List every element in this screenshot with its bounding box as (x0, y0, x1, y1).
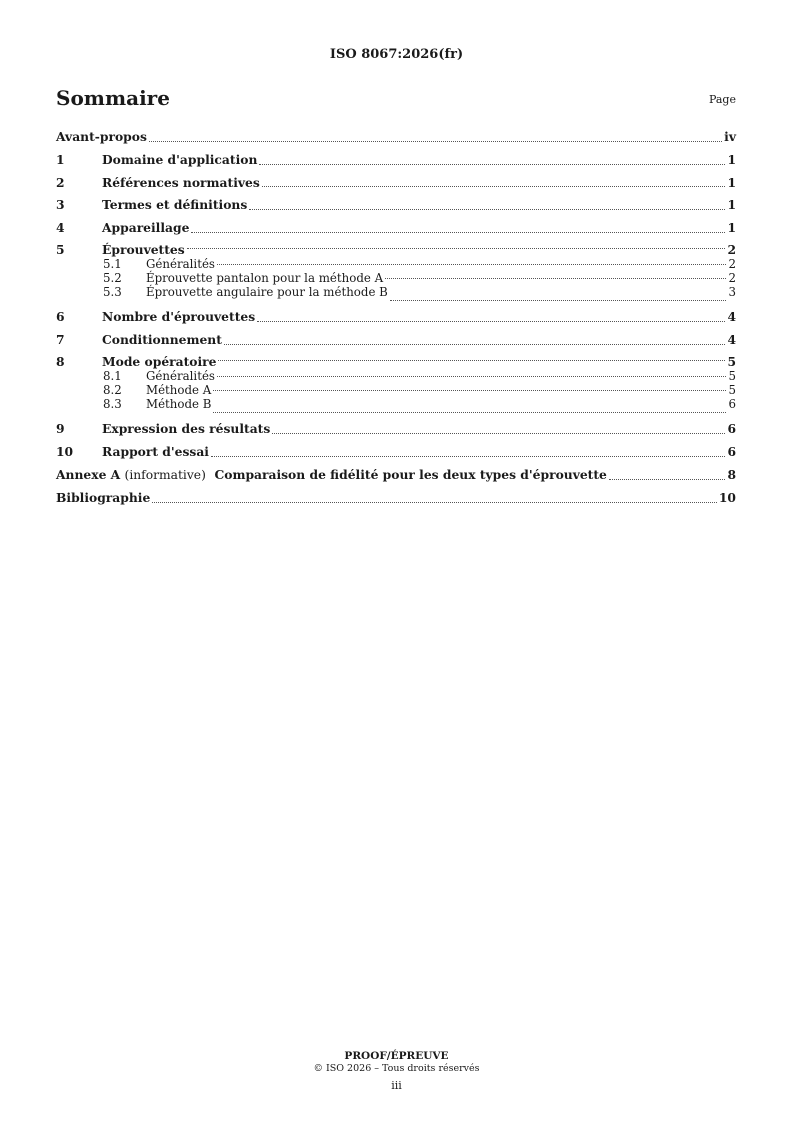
toc-entry-section-2[interactable] (56, 173, 736, 196)
annex-prefix: Annexe A (56, 466, 121, 482)
toc-entry-subsection-8-1[interactable] (56, 369, 736, 383)
subsection-label: Généralités (146, 256, 215, 271)
dot-leader (213, 390, 726, 391)
toc-entry-section-10[interactable] (56, 442, 736, 465)
toc-entry-foreword[interactable] (56, 127, 736, 150)
toc-title: Sommaire (56, 86, 170, 110)
section-page: 1 (727, 151, 736, 167)
dot-leader (259, 164, 725, 165)
section-number: 5 (56, 241, 65, 257)
subsection-page: 3 (728, 285, 736, 300)
dot-leader (152, 502, 717, 503)
subsection-label: Méthode B (146, 397, 212, 412)
subsection-page: 5 (728, 383, 736, 398)
subsection-label: Généralités (146, 368, 215, 383)
subsection-number: 5.1 (103, 256, 122, 271)
dot-leader (213, 412, 726, 413)
subsection-label: Éprouvette angulaire pour la méthode B (146, 285, 388, 300)
subsection-page: 5 (728, 368, 736, 383)
subsection-number: 8.2 (103, 383, 122, 398)
dot-leader (217, 376, 727, 377)
dot-leader (262, 186, 726, 187)
section-label: Conditionnement (102, 332, 222, 348)
section-number: 2 (56, 174, 65, 190)
section-label: Expression des résultats (102, 421, 271, 437)
section-page: 1 (727, 220, 736, 236)
annex-type: (informative) (124, 467, 206, 482)
section-number: 3 (56, 197, 65, 213)
toc-entry-annex-a[interactable] (56, 465, 736, 488)
section-label: Appareillage (102, 220, 190, 236)
page-footer (0, 1050, 793, 1092)
toc-entry-section-6[interactable] (56, 307, 736, 330)
dot-leader (217, 264, 727, 265)
annex-page: 8 (727, 466, 736, 482)
subsection-page: 2 (728, 271, 736, 286)
bibliography-label: Bibliographie (56, 489, 151, 505)
dot-leader (218, 360, 725, 361)
section-number: 6 (56, 309, 65, 325)
subsection-number: 8.1 (103, 368, 122, 383)
bibliography-page: 10 (718, 489, 736, 505)
section-label: Nombre d'éprouvettes (102, 309, 256, 325)
dot-leader (211, 456, 725, 457)
dot-leader (249, 209, 725, 210)
document-id-header: ISO 8067:2026(fr) (329, 47, 464, 62)
toc-entry-subsection-5-3[interactable] (56, 285, 736, 307)
section-label: Références normatives (102, 174, 260, 190)
section-number: 8 (56, 353, 65, 369)
copyright-notice: © ISO 2026 – Tous droits réservés (313, 1063, 480, 1074)
section-number: 4 (56, 220, 65, 236)
toc-entry-page: iv (724, 129, 736, 144)
toc-entry-label: Avant-propos (56, 129, 147, 144)
toc-entry-section-1[interactable] (56, 150, 736, 173)
dot-leader (385, 278, 726, 279)
subsection-number: 5.2 (103, 271, 122, 286)
dot-leader (187, 248, 726, 249)
section-page: 4 (727, 332, 736, 348)
section-page: 1 (727, 174, 736, 190)
page-number: iii (391, 1079, 402, 1092)
section-label: Domaine d'application (102, 151, 258, 167)
annex-label: Comparaison de fidélité pour les deux types d'éprouvette (214, 466, 607, 482)
section-label: Rapport d'essai (102, 444, 209, 460)
subsection-page: 2 (728, 256, 736, 271)
subsection-label: Éprouvette pantalon pour la méthode A (146, 271, 384, 286)
table-of-contents (56, 127, 736, 511)
section-page: 6 (727, 421, 736, 437)
section-number: 10 (56, 444, 74, 460)
subsection-label: Méthode A (146, 383, 212, 398)
section-page: 5 (727, 353, 736, 369)
toc-entry-subsection-8-3[interactable] (56, 397, 736, 419)
dot-leader (257, 321, 725, 322)
section-page: 4 (727, 309, 736, 325)
section-page: 1 (727, 197, 736, 213)
section-label: Termes et définitions (102, 197, 248, 213)
toc-entry-subsection-5-1[interactable] (56, 257, 736, 271)
section-number: 1 (56, 151, 65, 167)
toc-entry-section-7[interactable] (56, 330, 736, 353)
toc-entry-subsection-8-2[interactable] (56, 383, 736, 397)
dot-leader (390, 300, 727, 301)
toc-entry-section-9[interactable] (56, 419, 736, 442)
proof-label: PROOF/ÉPREUVE (344, 1050, 449, 1062)
section-label: Mode opératoire (102, 353, 217, 369)
section-number: 9 (56, 421, 65, 437)
dot-leader (149, 141, 722, 142)
section-number: 7 (56, 332, 65, 348)
subsection-page: 6 (728, 397, 736, 412)
dot-leader (191, 232, 725, 233)
section-page: 2 (727, 241, 736, 257)
toc-entry-section-8[interactable] (56, 353, 736, 369)
dot-leader (609, 479, 726, 480)
toc-entry-subsection-5-2[interactable] (56, 271, 736, 285)
toc-entry-bibliography[interactable] (56, 488, 736, 511)
toc-entry-section-5[interactable] (56, 241, 736, 257)
subsection-number: 5.3 (103, 285, 122, 300)
subsection-number: 8.3 (103, 397, 122, 412)
dot-leader (224, 344, 726, 345)
section-label: Éprouvettes (102, 241, 185, 257)
toc-entry-section-3[interactable] (56, 195, 736, 218)
toc-entry-section-4[interactable] (56, 218, 736, 241)
dot-leader (272, 433, 725, 434)
section-page: 6 (727, 444, 736, 460)
page-column-label: Page (708, 93, 736, 106)
